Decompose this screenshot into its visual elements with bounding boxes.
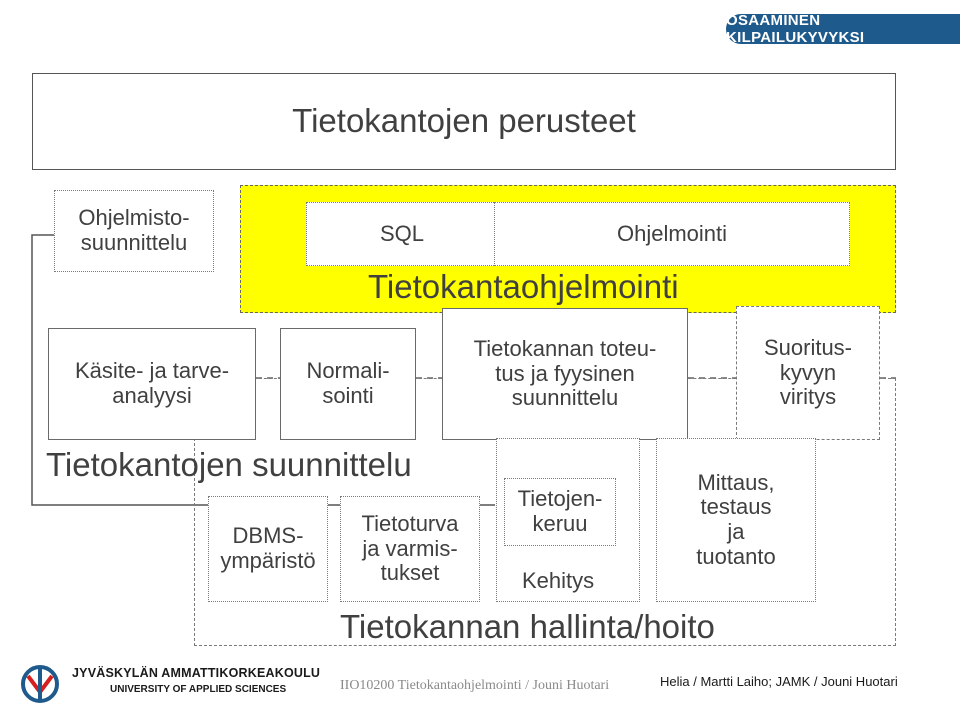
course-text: IIO10200 Tietokantaohjelmointi / Jouni Huotari xyxy=(340,678,610,693)
kasite-box: Käsite- ja tarve- analyysi xyxy=(48,328,256,440)
sql-box: SQL xyxy=(306,202,498,266)
ohjelmointi-box: Ohjelmointi xyxy=(494,202,850,266)
tietojenkeruu-box: Tietojen- keruu xyxy=(504,478,616,546)
normalisointi-box: Normali- sointi xyxy=(280,328,416,440)
ohjelmistosuunnittelu-box: Ohjelmisto- suunnittelu xyxy=(54,190,214,272)
school-logo xyxy=(14,662,66,706)
credits-text: Helia / Martti Laiho; JAMK / Jouni Huotari xyxy=(660,674,898,689)
dbms-box: DBMS- ympäristö xyxy=(208,496,328,602)
suunnittelu-group-label: Tietokantojen suunnittelu xyxy=(46,446,412,483)
school-name: JYVÄSKYLÄN AMMATTIKORKEAKOULU xyxy=(72,666,321,680)
logo-icon xyxy=(14,662,66,706)
ohjelmointi-group-label: Tietokantaohjelmointi xyxy=(368,268,679,305)
page-title: Tietokantojen perusteet xyxy=(292,102,636,140)
suorituskyky-box: Suoritus- kyvyn viritys xyxy=(736,306,880,440)
banner-text: OSAAMINEN KILPAILUKYVYKSI xyxy=(726,12,865,46)
tietoturva-box: Tietoturva ja varmis- tukset xyxy=(340,496,480,602)
school-subtitle: UNIVERSITY OF APPLIED SCIENCES xyxy=(110,684,287,695)
kehitys-label: Kehitys xyxy=(522,568,595,593)
hallinta-group-label: Tietokannan hallinta/hoito xyxy=(340,608,715,645)
mittaus-box: Mittaus, testaus ja tuotanto xyxy=(656,438,816,602)
toteutus-box: Tietokannan toteu- tus ja fyysinen suunnittelu xyxy=(442,308,688,440)
